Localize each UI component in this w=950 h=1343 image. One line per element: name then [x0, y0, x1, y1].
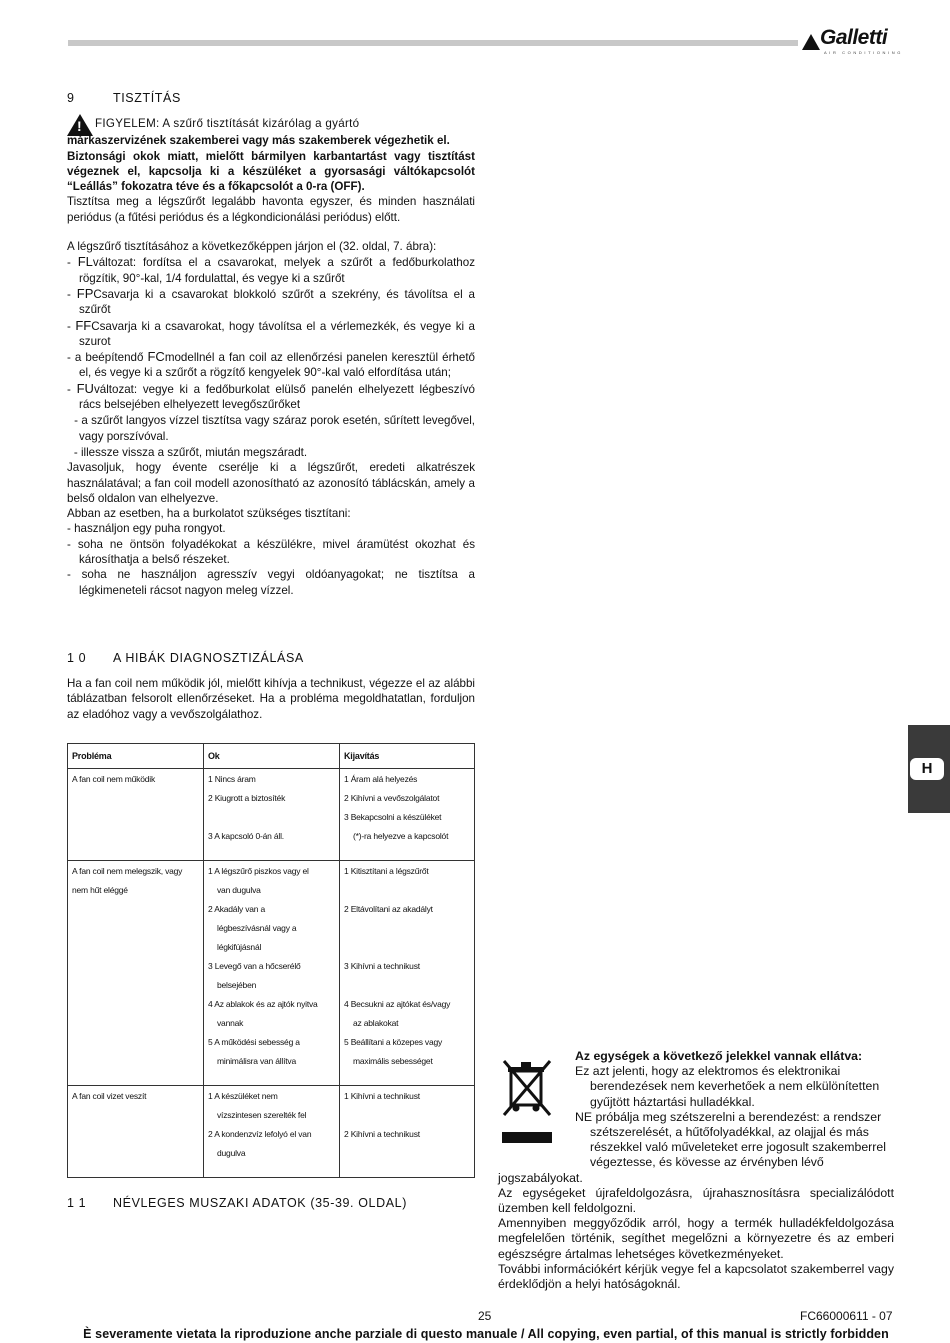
- cell-line: 3 Bekapcsolni a készüléket: [344, 812, 442, 822]
- weee-body: További információkért kérjük vegye fel a kapcsolatot szakemberrel vagy érdeklődjön a helyi hatóságoknál.: [498, 1261, 894, 1292]
- weee-line: gyűjtött háztartási hulladékkal.: [590, 1094, 755, 1109]
- header-cause: Ok: [204, 744, 340, 769]
- step-text: modellnél a fan coil az ellenőrzési panelen keresztül érhető el, és vegye ki a szűrőt a rögzítő kengyelek 90°-kal való elfordítása után;: [79, 351, 475, 380]
- step-text: - illessze vissza a szűrőt, miután megszáradt.: [73, 445, 308, 459]
- cell-cause: [204, 769, 340, 861]
- casing-items: [67, 521, 475, 597]
- cell-line: 1 Kitisztítani a légszűrőt: [344, 866, 429, 876]
- cell-line: 1 Nincs áram: [208, 774, 256, 784]
- cell-line: 2 A kondenzvíz lefolyó el van: [208, 1129, 312, 1139]
- procedure-intro: A légszűrő tisztításához a következőképpen járjon el (32. oldal, 7. ábra):: [67, 240, 437, 254]
- cell-line: légkifújásnál: [217, 942, 262, 952]
- weee-line: Ez azt jelenti, hogy az elektromos és elektronikai: [575, 1064, 841, 1079]
- cell-line: 1 Kihívni a technikust: [344, 1091, 420, 1101]
- cell-problem: [68, 769, 204, 861]
- logo-triangle-icon: [802, 34, 820, 50]
- weee-line: berendezések nem keverhetőek a nem elkülönítetten: [590, 1079, 880, 1094]
- step-prefix: -: [67, 287, 77, 301]
- procedure-step: [67, 286, 475, 318]
- section-title: NÉVLEGES MUSZAKI ADATOK (35-39. OLDAL): [113, 1196, 407, 1210]
- section-10-heading: [67, 651, 304, 665]
- cell-fix: [340, 861, 475, 1086]
- cell-line: 3 A kapcsoló 0-án áll.: [208, 831, 284, 841]
- cell-line: 1 Áram alá helyezés: [344, 774, 418, 784]
- cell-line: 2 Akadály van a: [208, 904, 266, 914]
- table-row: [68, 769, 475, 861]
- cell-line: 2 Kihívni a vevőszolgálatot: [344, 793, 440, 803]
- weee-line: végeztesse, és kövesse az érvényben lévő: [590, 1155, 824, 1170]
- procedure-step: [67, 254, 475, 286]
- cell-line: 3 Kihívni a technikust: [344, 961, 420, 971]
- step-prefix: -: [67, 319, 76, 333]
- cell-line: 2 Eltávolítani az akadályt: [344, 904, 433, 914]
- cell-problem: [68, 1086, 204, 1178]
- procedure-step: [67, 444, 475, 460]
- cell-fix: [340, 1086, 475, 1178]
- cell-line: A fan coil nem melegszik, vagy: [72, 866, 183, 876]
- page-number: 25: [478, 1309, 492, 1323]
- procedure-step: [67, 318, 475, 350]
- cell-line: [344, 881, 470, 900]
- table-row: [68, 1086, 475, 1178]
- replacement-advice: Javasoljuk, hogy évente cserélje ki a légszűrőt, eredeti alkatrészek használatával; a fan coil modell azonosítható az azonosító táblácskán, amely a belső oldalon van elhelyezve.: [67, 461, 475, 505]
- weee-body: Amennyiben meggyőződik arról, hogy a termék hulladékfeldolgozása megfelelően történik, segíthet megelőzni a környezetre és az emberi egészségre ártalmas lehetséges következményeket.: [498, 1216, 894, 1261]
- procedure-step: [67, 412, 475, 444]
- procedure-steps: [67, 254, 475, 460]
- step-prefix: -: [67, 382, 77, 396]
- model-code: FC: [147, 349, 165, 365]
- step-text: - a szűrőt langyos vízzel tisztítsa vagy száraz porok esetén, sűrített levegővel, vagy porszívóval.: [74, 414, 475, 443]
- section-11-heading: [67, 1196, 407, 1210]
- cell-line: 2 Kihívni a technikust: [344, 1129, 420, 1139]
- cell-line: 2 Kiugrott a biztosíték: [208, 793, 286, 803]
- cell-line: 5 A működési sebesség a: [208, 1037, 300, 1047]
- diagnosis-intro: Ha a fan coil nem működik jól, mielőtt kihívja a technikust, végezze el az alábbi táblázatban felsorolt ellenőrzéseket. Ha a probléma megoldhatatlan, forduljon az eladóhoz vagy a vevőszolgálathoz.: [67, 677, 475, 721]
- cell-line: 3 Levegő van a hőcserélő: [208, 961, 301, 971]
- cell-line: nem hűt eléggé: [72, 885, 128, 895]
- model-code: FF: [75, 317, 92, 333]
- monthly-cleaning: Tisztítsa meg a légszűrőt legalább havonta egyszer, és minden használati periódus (a fűtési periódus és a légkondicionálási periódus) előtt.: [67, 195, 475, 224]
- section-9-heading: [67, 91, 181, 105]
- warning-line: [67, 116, 475, 131]
- weee-line: szétszerelését, a hűtőfolyadékkal, az olajjal és más: [590, 1125, 869, 1140]
- casing-intro: Abban az esetben, ha a burkolatot szükséges tisztítani:: [67, 507, 351, 521]
- warning-text-first: FIGYELEM: A szűrő tisztítását kizárólag a gyártó: [95, 117, 360, 130]
- procedure-step: [67, 349, 475, 381]
- step-text: Csavarja ki a csavarokat blokkoló szűrőt a szekrény, és távolítsa el a szűrőt: [79, 287, 475, 317]
- list-item: - soha ne használjon agresszív vegyi oldóanyagokat; ne tisztítsa a légkimeneteli rácsot nagyon meleg vízzel.: [67, 568, 475, 597]
- cell-line: 1 A légszűrő piszkos vagy el: [208, 866, 309, 876]
- side-tab-label: H: [910, 758, 944, 780]
- section-10-body: [67, 676, 475, 722]
- header-fix: Kijavítás: [340, 744, 475, 769]
- diagnosis-table: [67, 743, 475, 1178]
- cell-line: belsejében: [217, 980, 257, 990]
- section-title: TISZTÍTÁS: [113, 91, 181, 105]
- table-header-row: [68, 744, 475, 769]
- section-number: 9: [67, 91, 75, 105]
- weee-notice: [498, 1049, 894, 1292]
- cell-line: A fan coil vizet veszít: [72, 1091, 147, 1101]
- step-prefix: -: [67, 256, 78, 270]
- copyright-footer: È severamente vietata la riproduzione anche parziale di questo manuale / All copying, even partial, of this manual is strictly forbidden: [83, 1327, 889, 1341]
- step-text: Csavarja ki a csavarokat, hogy távolítsa el a vérlemezkék, és vegye ki a szurot: [79, 319, 475, 348]
- document-code: FC66000611 - 07: [800, 1309, 893, 1323]
- section-9-body: [67, 116, 475, 598]
- procedure-step: [67, 381, 475, 413]
- logo-word: Galletti: [820, 26, 888, 49]
- model-code: FP: [76, 285, 94, 301]
- cell-line: [344, 919, 470, 938]
- warning-text-rest: márkaszervizének szakemberei vagy más szakemberek végezhetik el.: [67, 134, 450, 148]
- weee-heading: Az egységek a következő jelekkel vannak ellátva:: [575, 1049, 863, 1063]
- warning-triangle-icon: [67, 114, 93, 136]
- cell-line: 4 Becsukni az ajtókat és/vagy: [344, 999, 451, 1009]
- cell-line: [344, 976, 470, 995]
- list-item: - soha ne öntsön folyadékokat a készülékre, mivel áramütést okozhat és károsíthatja a belső részeket.: [67, 537, 475, 567]
- language-side-tab: [908, 725, 950, 813]
- section-number: 1 0: [67, 651, 87, 665]
- table-row: [68, 861, 475, 1086]
- cell-line: [344, 938, 470, 957]
- section-title: A HIBÁK DIAGNOSZTIZÁLÁSA: [113, 651, 304, 665]
- section-number: 1 1: [67, 1196, 87, 1210]
- cell-line: (*)-ra helyezve a kapcsolót: [353, 831, 449, 841]
- cell-line: dugulva: [217, 1148, 246, 1158]
- cell-line: maximális sebességet: [353, 1056, 433, 1066]
- cell-line: A fan coil nem működik: [72, 774, 156, 784]
- cell-cause: [204, 861, 340, 1086]
- weee-line: NE próbálja meg szétszerelni a berendezést: a rendszer: [575, 1109, 882, 1124]
- safety-notice: Biztonsági okok miatt, mielőtt bármilyen karbantartást vagy tisztítást végeznek el, kapcsolja ki a készüléket a gyorsasági váltókapcsolót “Leállás” fokozatra téve és a főkapcsolót a 0-ra (OFF).: [67, 149, 475, 194]
- header-problem: Probléma: [68, 744, 204, 769]
- cell-problem: [68, 861, 204, 1086]
- list-item: - használjon egy puha rongyot.: [67, 522, 226, 536]
- header-rule: [68, 40, 798, 46]
- model-code: FL: [77, 254, 93, 270]
- cell-line: minimálisra van állítva: [217, 1056, 297, 1066]
- cell-line: vannak: [217, 1018, 244, 1028]
- cell-cause: [204, 1086, 340, 1178]
- cell-line: légbeszívásnál vagy a: [217, 923, 297, 933]
- cell-line: [208, 808, 335, 827]
- weee-line: részekkel való műveleteket erre jogosult szakemberrel: [590, 1140, 886, 1155]
- cell-line: vízszintesen szerelték fel: [217, 1110, 307, 1120]
- cell-line: 4 Az ablakok és az ajtók nyitva: [208, 999, 318, 1009]
- cell-line: [344, 1106, 470, 1125]
- cell-line: 1 A készüléket nem: [208, 1091, 278, 1101]
- model-code: FU: [76, 380, 94, 396]
- step-prefix: - a beépítendő: [67, 351, 148, 365]
- cell-line: az ablakokat: [353, 1018, 399, 1028]
- galletti-logo: [800, 26, 908, 58]
- weee-body: Az egységeket újrafeldolgozásra, újrahasznosításra specializálódott üzemben kell feldolgozni.: [498, 1185, 894, 1216]
- cell-line: van dugulva: [217, 885, 261, 895]
- cell-line: 5 Beállítani a közepes vagy: [344, 1037, 443, 1047]
- cell-fix: [340, 769, 475, 861]
- weee-body: jogszabályokat.: [498, 1170, 583, 1185]
- step-text: változat: vegye ki a fedőburkolat elülső panelén elhelyezett légbeszívó rács belsejében elhelyezett levegőszűrőket: [79, 382, 475, 412]
- step-text: változat: fordítsa el a csavarokat, melyek a szűrőt a fedőburkolathoz rögzítik, 90°-kal, 1/4 fordulattal, és vegye ki a szűrőt: [79, 256, 475, 285]
- logo-tagline: AIR CONDITIONING: [824, 50, 903, 55]
